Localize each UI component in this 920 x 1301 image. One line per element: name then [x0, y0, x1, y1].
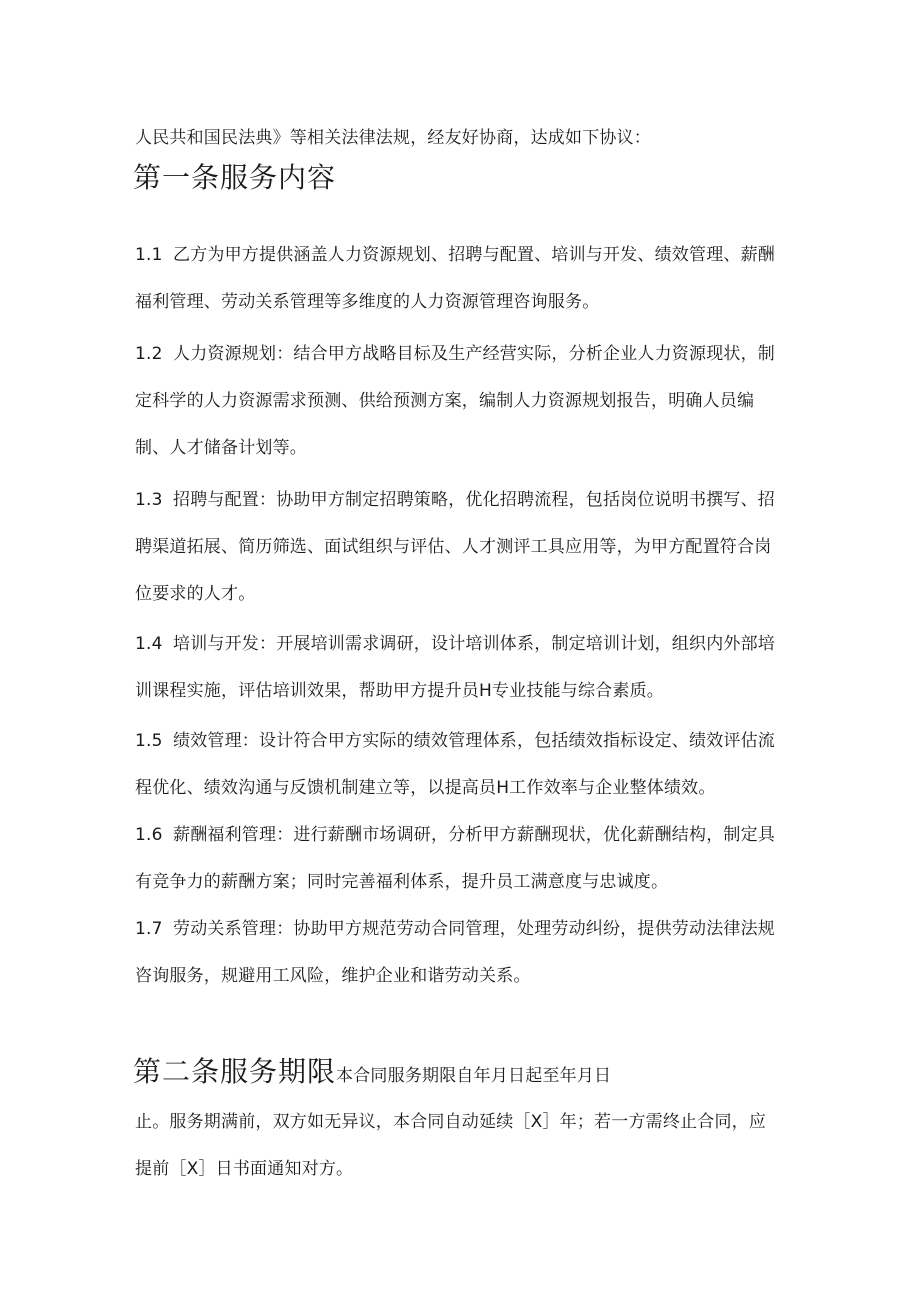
clause-1-7-line-2: 咨询服务，规避用工风险，维护企业和谐劳动关系。: [135, 966, 531, 986]
clause-1-1-line-1: 1.1 乙方为甲方提供涵盖人力资源规划、招聘与配置、培训与开发、绩效管理、薪酬: [135, 245, 775, 265]
article2-line-2: 提前［X］日书面通知对方。: [135, 1159, 354, 1179]
clause-1-3-line-3: 位要求的人才。: [135, 584, 256, 604]
clause-1-1-line-2: 福利管理、劳动关系管理等多维度的人力资源管理咨询服务。: [135, 292, 600, 312]
clause-1-3-line-2: 聘渠道拓展、简历筛选、面试组织与评估、人才测评工具应用等，为甲方配置符合岗: [135, 537, 772, 557]
clause-1-6-line-1: 1.6 薪酬福利管理：进行薪酬市场调研，分析甲方薪酬现状，优化薪酬结构，制定具: [135, 825, 775, 845]
clause-1-5-line-1: 1.5 绩效管理：设计符合甲方实际的绩效管理体系，包括绩效指标设定、绩效评估流: [135, 731, 775, 751]
clause-number: 1.5: [135, 731, 163, 751]
clause-number: 1.6: [135, 825, 163, 845]
clause-number: 1.2: [135, 344, 163, 364]
clause-1-7-line-1: 1.7 劳动关系管理：协助甲方规范劳动合同管理，处理劳动纠纷，提供劳动法律法规: [135, 919, 775, 939]
article2-heading: 第二条服务期限: [133, 1055, 337, 1088]
clause-1-2-line-1: 1.2 人力资源规划：结合甲方战略目标及生产经营实际，分析企业人力资源现状，制: [135, 344, 775, 364]
clause-number: 1.7: [135, 919, 163, 939]
article2-line-1: 止。服务期满前，双方如无异议，本合同自动延续［X］年；若一方需终止合同，应: [135, 1112, 767, 1132]
clause-1-6-line-2: 有竞争力的薪酬方案；同时完善福利体系，提升员工满意度与忠诚度。: [135, 872, 669, 892]
clause-1-2-line-3: 制、人才储备计划等。: [135, 438, 307, 458]
clause-number: 1.1: [135, 245, 163, 265]
clause-1-5-line-2: 程优化、绩效沟通与反馈机制建立等，以提高员H工作效率与企业整体绩效。: [135, 778, 716, 798]
clause-1-4-line-2: 训课程实施，评估培训效果，帮助甲方提升员H专业技能与综合素质。: [135, 681, 664, 701]
intro-line: 人民共和国民法典》等相关法律法规，经友好协商，达成如下协议：: [135, 128, 651, 148]
clause-1-3-line-1: 1.3 招聘与配置：协助甲方制定招聘策略，优化招聘流程，包括岗位说明书撰写、招: [135, 490, 775, 510]
clause-number: 1.3: [135, 490, 163, 510]
clause-1-4-line-1: 1.4 培训与开发：开展培训需求调研，设计培训体系，制定培训计划，组织内外部培: [135, 634, 775, 654]
clause-number: 1.4: [135, 634, 163, 654]
clause-1-2-line-2: 定科学的人力资源需求预测、供给预测方案，编制人力资源规划报告，明确人员编: [135, 391, 755, 411]
article2-heading-tail: 本合同服务期限自年月日起至年月日: [336, 1066, 612, 1086]
article2-heading-row: [133, 1054, 611, 1090]
article1-heading: 第一条服务内容: [133, 161, 337, 194]
